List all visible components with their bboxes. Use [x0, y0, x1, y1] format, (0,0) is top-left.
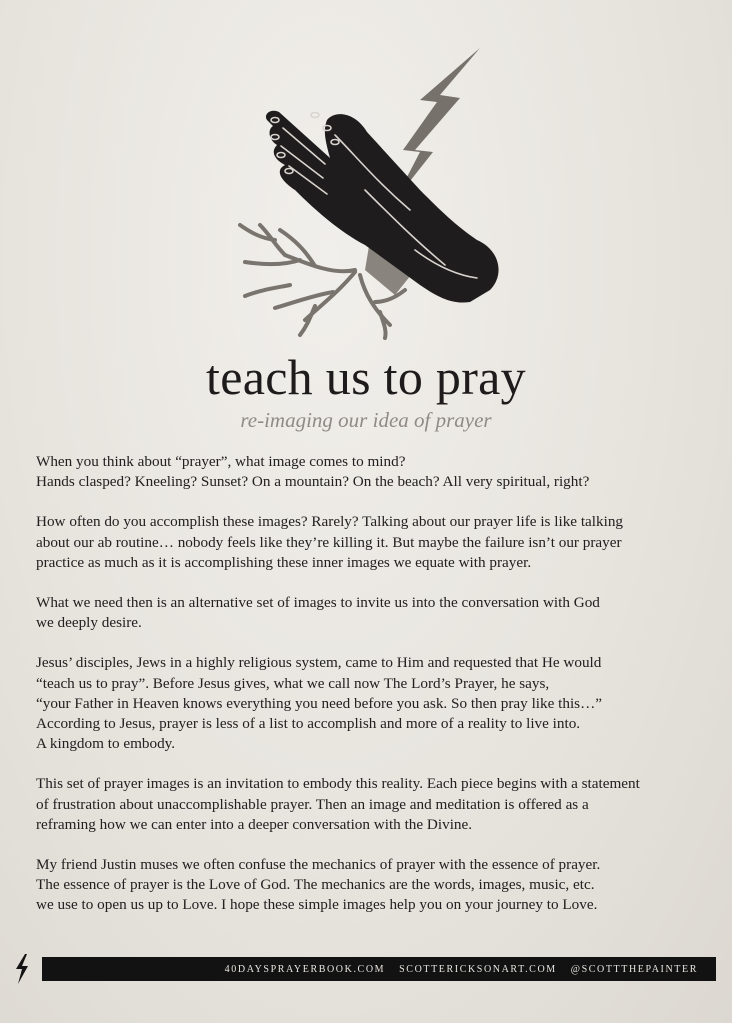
text-line: How often do you accomplish these images? Rarely? Talking about our prayer life is like talking [36, 513, 624, 531]
paragraph-3 [36, 593, 716, 633]
text-line: Hands clasped? Kneeling? Sunset? On a mountain? On the beach? All very spiritual, right? [36, 473, 590, 491]
paragraph-1 [36, 452, 716, 492]
footer-bar [42, 957, 716, 981]
paragraph-5 [36, 774, 716, 835]
paragraph-4 [36, 653, 716, 754]
lightning-bolt-logo-icon [12, 953, 32, 985]
text-line: of frustration about unaccomplishable prayer. Then an image and meditation is offered as a [36, 795, 589, 813]
text-line: we deeply desire. [36, 614, 142, 632]
text-line: When you think about “prayer”, what image comes to mind? [36, 453, 406, 470]
text-line: about our ab routine… nobody feels like they’re killing it. But maybe the failure isn’t our prayer [36, 533, 622, 551]
text-line: reframing how we can enter into a deeper conversation with the Divine. [36, 815, 473, 833]
text-line: My friend Justin muses we often confuse the mechanics of prayer with the essence of prayer. [36, 856, 601, 874]
praying-hands-illustration [215, 40, 515, 340]
text-line: According to Jesus, prayer is less of a list to accomplish and more of a reality to live into. [36, 715, 581, 733]
footer-link-scotterickson[interactable]: SCOTTERICKSONART.COM [399, 963, 557, 975]
text-line: A kingdom to embody. [36, 735, 176, 753]
paragraph-2 [36, 512, 716, 573]
text-line: “your Father in Heaven knows everything you need before you ask. So then pray like this…” [36, 694, 603, 712]
text-line: “teach us to pray”. Before Jesus gives, what we call now The Lord’s Prayer, he says, [36, 674, 550, 692]
text-line: we use to open us up to Love. I hope these simple images help you on your journey to Love. [36, 896, 598, 914]
footer-link-social[interactable]: @SCOTTTHEPAINTER [570, 963, 698, 975]
page-subtitle: re-imaging our idea of prayer [240, 408, 492, 432]
page-title: teach us to pray [206, 349, 526, 405]
text-line: practice as much as it is accomplishing these inner images we equate with prayer. [36, 553, 532, 571]
footer-link-prayerbook[interactable]: 40DAYSPRAYERBOOK.COM [224, 963, 386, 975]
text-line: The essence of prayer is the Love of God. The mechanics are the words, images, music, etc. [36, 876, 595, 894]
body-text [36, 452, 716, 936]
paragraph-6 [36, 855, 716, 916]
text-line: What we need then is an alternative set of images to invite us into the conversation with God [36, 594, 600, 612]
text-line: This set of prayer images is an invitation to embody this reality. Each piece begins with a statement [36, 775, 640, 793]
text-line: Jesus’ disciples, Jews in a highly religious system, came to Him and requested that He would [36, 654, 602, 672]
